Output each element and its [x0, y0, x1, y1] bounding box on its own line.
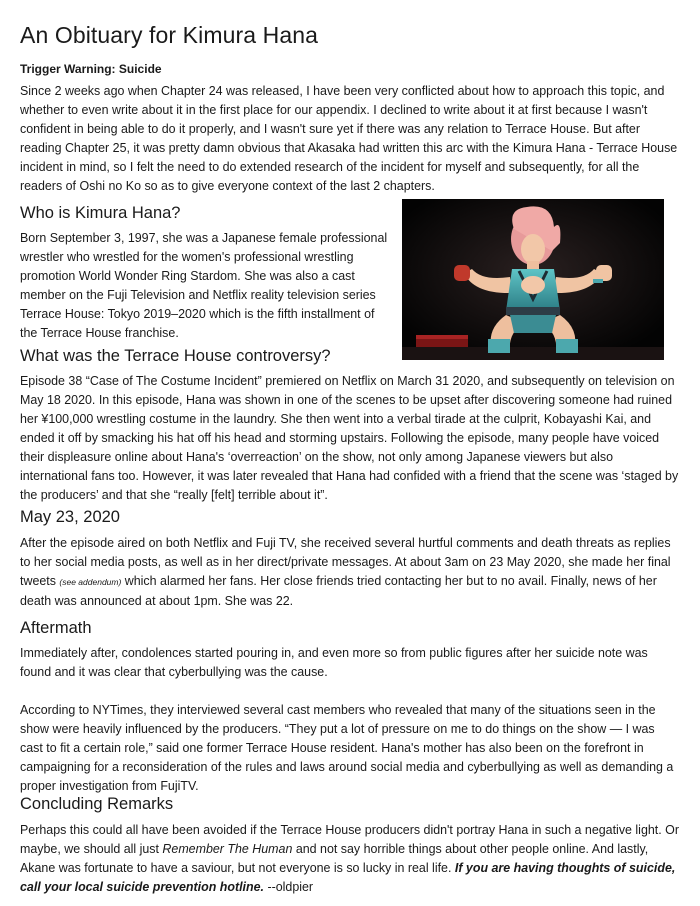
may-heading: May 23, 2020 — [20, 508, 120, 526]
aftermath-paragraph-1: Immediately after, condolences started pouring in, and even more so from public figures after her suicide note was found and it was clear that cyberbullying was the cause. — [20, 646, 648, 679]
hotline-message: If you are having thoughts of suicide, call your local suicide prevention hotline. — [20, 861, 676, 894]
concluding-heading: Concluding Remarks — [20, 795, 174, 813]
wrestler-photo-illustration — [402, 199, 664, 360]
may-paragraph — [20, 534, 680, 611]
who-paragraph: Born September 3, 1997, she was a Japanese female professional wrestler who wrestled for the women's professional wrestling promotion World Wonder Ring Stardom. She was also a cast member on the Fuji Television and Netflix reality television series Terrace House: Tokyo 2019–2020 which is the fifth installment of the Terrace House franchise. — [20, 231, 388, 340]
remember-the-human: Remember The Human — [162, 842, 293, 856]
aftermath-heading: Aftermath — [20, 619, 92, 637]
may-text-2: which alarmed her fans. Her close friends tried contacting her but to no avail. Finally, news of her death was announced at about 1pm. She was 22. — [20, 574, 657, 608]
intro-paragraph: Since 2 weeks ago when Chapter 24 was released, I have been very conflicted about how to approach this topic, and whether to even write about it in the first place for our appendix. I declined to write about it at first because I wasn't confident in being able to do it properly, and I wasn't sure yet if there was any relation to Terrace House. But after reading Chapter 25, it was pretty damn obvious that Akasaka had written this arc with the Kimura Hana - Terrace House incident in mind, so I felt the need to do extended research of the incident for myself and subsequently, for all the readers of Oshi no Ko so as to give everyone context of the last 2 chapters. — [20, 84, 678, 193]
signoff: --oldpier — [263, 880, 314, 894]
concluding-text-2: and not say horrible things about other people online. And lastly, Akane was fortunate to have a saviour, but not everyone is so lucky in real life. — [20, 842, 649, 875]
concluding-text-1: Perhaps this could all have been avoided if the Terrace House producers didn't portray Hana in such a negative light. Or maybe, we should all just — [20, 823, 679, 856]
concluding-paragraph — [20, 821, 680, 897]
may-text-1: After the episode aired on both Netflix and Fuji TV, she received several hurtful comments and death threats as replies to her social media posts, as well as in her direct/private messages. At about 3am on 23 May 2020, she made her final tweets — [20, 536, 671, 588]
aftermath-paragraph-2: According to NYTimes, they interviewed several cast members who revealed that many of the situations seen in the show were heavily influenced by the producers. “They put a lot of pressure on me to do things on the show — I was cast to fit a certain role,” said one former Terrace House resident. Hana's mother has also been on the forefront in campaigning for a reconsideration of the rules and laws around social media and cyberbullying as well as demanding a proper investigation from FujiTV. — [20, 703, 674, 793]
page-title: An Obituary for Kimura Hana — [20, 22, 318, 48]
controversy-heading: What was the Terrace House controversy? — [20, 347, 331, 365]
controversy-paragraph: Episode 38 “Case of The Costume Incident” premiered on Netflix on March 31 2020, and subsequently on television on May 18 2020. In this episode, Hana was shown in one of the scenes to be upset after discovering someone had ruined her ¥100,000 wrestling costume in the laundry. She then went into a verbal tirade at the culprit, Kobayashi Kai, and ended it off by smacking his hat off his head and storming upstairs. Following the episode, many people have voiced their displeasure online about Hana's ‘overreaction’ on the show, not only among Japanese viewers but also international fans too. However, it was later revealed that Hana had confided with a friend that the scene was ‘staged by the producers’ and that she “really [felt] terrible about it”. — [20, 374, 679, 502]
trigger-warning: Trigger Warning: Suicide — [20, 62, 162, 76]
who-heading: Who is Kimura Hana? — [20, 204, 181, 222]
wrestler-photo — [402, 199, 664, 360]
addendum-link[interactable]: (see addendum) — [59, 577, 122, 587]
